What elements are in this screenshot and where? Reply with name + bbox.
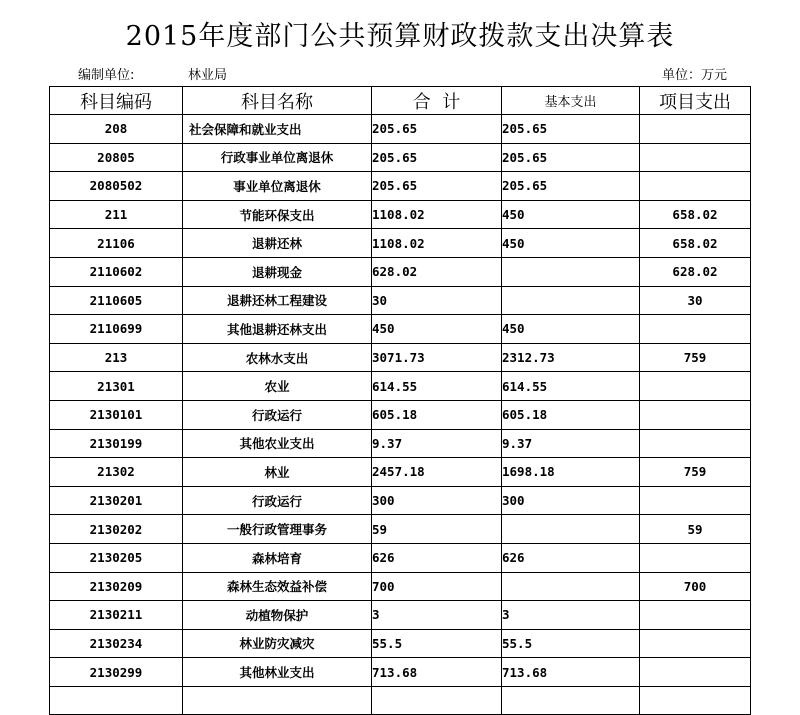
total-cell: 450 — [372, 315, 502, 344]
table-row — [50, 343, 751, 372]
name-cell: 行政事业单位离退休 — [183, 143, 372, 172]
name-cell: 林业防灾减灾 — [183, 629, 372, 658]
code-cell: 2130199 — [50, 429, 183, 458]
table-row — [50, 572, 751, 601]
basic-cell — [502, 286, 640, 315]
basic-cell: 300 — [502, 486, 640, 515]
total-cell: 205.65 — [372, 115, 502, 144]
name-cell: 节能环保支出 — [183, 200, 372, 229]
basic-cell: 450 — [502, 229, 640, 258]
table-row — [50, 143, 751, 172]
basic-cell — [502, 515, 640, 544]
code-cell: 2080502 — [50, 172, 183, 201]
currency-unit: 单位：万元 — [662, 68, 728, 83]
project-cell: 759 — [640, 458, 751, 487]
code-cell: 21106 — [50, 229, 183, 258]
total-cell: 628.02 — [372, 257, 502, 286]
basic-cell: 55.5 — [502, 629, 640, 658]
name-cell: 农林水支出 — [183, 343, 372, 372]
name-cell: 退耕还林 — [183, 229, 372, 258]
basic-cell — [502, 257, 640, 286]
table-row — [50, 429, 751, 458]
name-cell: 社会保障和就业支出 — [183, 115, 372, 144]
code-cell: 211 — [50, 200, 183, 229]
code-cell: 20805 — [50, 143, 183, 172]
name-cell — [183, 686, 372, 715]
code-cell: 208 — [50, 115, 183, 144]
basic-cell: 713.68 — [502, 658, 640, 687]
name-cell: 森林培育 — [183, 543, 372, 572]
basic-cell: 205.65 — [502, 143, 640, 172]
project-cell — [640, 629, 751, 658]
table-row — [50, 629, 751, 658]
code-cell: 2130202 — [50, 515, 183, 544]
code-cell: 2130211 — [50, 601, 183, 630]
project-cell — [640, 372, 751, 401]
basic-cell — [502, 686, 640, 715]
total-cell: 713.68 — [372, 658, 502, 687]
name-cell: 森林生态效益补偿 — [183, 572, 372, 601]
header-basic: 基本支出 — [502, 87, 640, 115]
table-header-row — [50, 87, 751, 115]
header-total: 合 计 — [372, 87, 502, 115]
project-cell — [640, 658, 751, 687]
basic-cell: 205.65 — [502, 172, 640, 201]
name-cell: 其他退耕还林支出 — [183, 315, 372, 344]
project-cell — [640, 172, 751, 201]
basic-cell: 205.65 — [502, 115, 640, 144]
total-cell — [372, 686, 502, 715]
code-cell: 21302 — [50, 458, 183, 487]
table-body — [50, 115, 751, 715]
code-cell: 2130234 — [50, 629, 183, 658]
name-cell: 行政运行 — [183, 486, 372, 515]
basic-cell: 1698.18 — [502, 458, 640, 487]
code-cell: 2130209 — [50, 572, 183, 601]
project-cell — [640, 543, 751, 572]
project-cell: 30 — [640, 286, 751, 315]
total-cell: 700 — [372, 572, 502, 601]
table-row — [50, 257, 751, 286]
code-cell — [50, 686, 183, 715]
basic-cell: 2312.73 — [502, 343, 640, 372]
budget-table — [49, 86, 751, 715]
project-cell — [640, 429, 751, 458]
project-cell — [640, 400, 751, 429]
unit-value: 林业局 — [188, 68, 228, 83]
total-cell: 3 — [372, 601, 502, 630]
total-cell: 1108.02 — [372, 200, 502, 229]
table-row — [50, 601, 751, 630]
basic-cell: 605.18 — [502, 400, 640, 429]
header-code: 科目编码 — [50, 87, 183, 115]
project-cell — [640, 601, 751, 630]
total-cell: 2457.18 — [372, 458, 502, 487]
project-cell: 59 — [640, 515, 751, 544]
table-row — [50, 543, 751, 572]
table-row — [50, 486, 751, 515]
project-cell: 658.02 — [640, 200, 751, 229]
project-cell: 628.02 — [640, 257, 751, 286]
basic-cell: 450 — [502, 200, 640, 229]
page-title: 2015年度部门公共预算财政拨款支出决算表 — [125, 21, 675, 52]
basic-cell: 450 — [502, 315, 640, 344]
unit-label: 编制单位: — [78, 68, 135, 83]
project-cell: 700 — [640, 572, 751, 601]
name-cell: 行政运行 — [183, 400, 372, 429]
header-project: 项目支出 — [640, 87, 751, 115]
total-cell: 1108.02 — [372, 229, 502, 258]
code-cell: 2110602 — [50, 257, 183, 286]
table-row — [50, 372, 751, 401]
total-cell: 3071.73 — [372, 343, 502, 372]
total-cell: 30 — [372, 286, 502, 315]
code-cell: 2130201 — [50, 486, 183, 515]
code-cell: 21301 — [50, 372, 183, 401]
basic-cell: 3 — [502, 601, 640, 630]
table-row — [50, 686, 751, 715]
name-cell: 动植物保护 — [183, 601, 372, 630]
total-cell: 59 — [372, 515, 502, 544]
table-row — [50, 458, 751, 487]
name-cell: 退耕现金 — [183, 257, 372, 286]
code-cell: 2130101 — [50, 400, 183, 429]
total-cell: 300 — [372, 486, 502, 515]
total-cell: 205.65 — [372, 143, 502, 172]
total-cell: 614.55 — [372, 372, 502, 401]
project-cell — [640, 686, 751, 715]
project-cell — [640, 315, 751, 344]
project-cell: 759 — [640, 343, 751, 372]
name-cell: 事业单位离退休 — [183, 172, 372, 201]
table-row — [50, 400, 751, 429]
code-cell: 2130205 — [50, 543, 183, 572]
code-cell: 2110699 — [50, 315, 183, 344]
code-cell: 2110605 — [50, 286, 183, 315]
total-cell: 626 — [372, 543, 502, 572]
table-row — [50, 115, 751, 144]
table-row — [50, 286, 751, 315]
table-row — [50, 229, 751, 258]
table-row — [50, 200, 751, 229]
name-cell: 其他林业支出 — [183, 658, 372, 687]
total-cell: 205.65 — [372, 172, 502, 201]
project-cell: 658.02 — [640, 229, 751, 258]
total-cell: 55.5 — [372, 629, 502, 658]
name-cell: 一般行政管理事务 — [183, 515, 372, 544]
total-cell: 605.18 — [372, 400, 502, 429]
basic-cell — [502, 572, 640, 601]
table-row — [50, 315, 751, 344]
project-cell — [640, 115, 751, 144]
name-cell: 林业 — [183, 458, 372, 487]
name-cell: 其他农业支出 — [183, 429, 372, 458]
table-row — [50, 172, 751, 201]
table-row — [50, 658, 751, 687]
project-cell — [640, 143, 751, 172]
basic-cell: 626 — [502, 543, 640, 572]
name-cell: 农业 — [183, 372, 372, 401]
basic-cell: 9.37 — [502, 429, 640, 458]
basic-cell: 614.55 — [502, 372, 640, 401]
code-cell: 213 — [50, 343, 183, 372]
name-cell: 退耕还林工程建设 — [183, 286, 372, 315]
table-row — [50, 515, 751, 544]
code-cell: 2130299 — [50, 658, 183, 687]
project-cell — [640, 486, 751, 515]
header-name: 科目名称 — [183, 87, 372, 115]
total-cell: 9.37 — [372, 429, 502, 458]
